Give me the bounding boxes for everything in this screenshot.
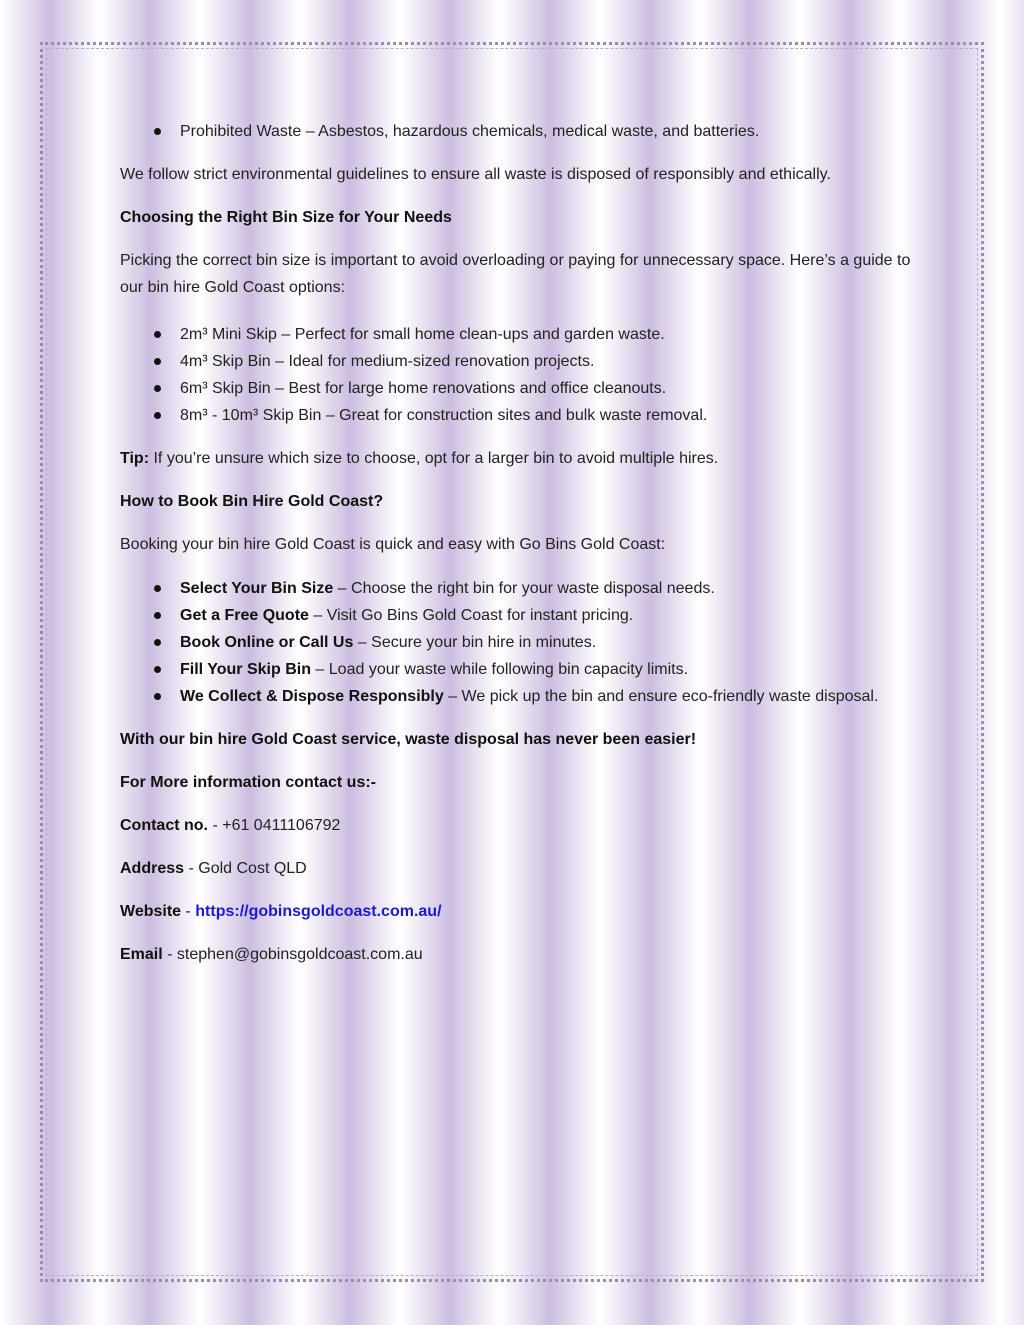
- bullet-icon: [154, 331, 161, 338]
- contact-email: Email - stephen@gobinsgoldcoast.com.au: [120, 946, 423, 963]
- booking-steps-list: [120, 575, 920, 710]
- book-heading: How to Book Bin Hire Gold Coast?: [120, 493, 384, 510]
- website-link[interactable]: https://gobinsgoldcoast.com.au/: [195, 903, 442, 920]
- contact-heading: For More information contact us:-: [120, 774, 376, 791]
- list-item: Select Your Bin Size – Choose the right bin for your waste disposal needs.: [120, 575, 920, 602]
- closing-line: With our bin hire Gold Coast service, waste disposal has never been easier!: [120, 731, 697, 748]
- bullet-icon: [154, 693, 161, 700]
- contact-phone: Contact no. - +61 0411106792: [120, 817, 341, 834]
- tip-paragraph: Tip: If you’re unsure which size to choose, opt for a larger bin to avoid multiple hires.: [120, 450, 719, 467]
- tip-label: Tip:: [120, 450, 150, 467]
- book-intro: Booking your bin hire Gold Coast is quick and easy with Go Bins Gold Coast:: [120, 536, 666, 553]
- list-item: Book Online or Call Us – Secure your bin hire in minutes.: [120, 629, 920, 656]
- list-item: 4m³ Skip Bin – Ideal for medium-sized renovation projects.: [120, 348, 920, 375]
- bullet-icon: [154, 612, 161, 619]
- bullet-icon: [154, 666, 161, 673]
- bullet-icon: [154, 128, 161, 135]
- list-item: Prohibited Waste – Asbestos, hazardous chemicals, medical waste, and batteries.: [120, 118, 920, 145]
- bullet-icon: [154, 385, 161, 392]
- environment-paragraph: We follow strict environmental guidelines to ensure all waste is disposed of responsibly and ethically.: [120, 166, 831, 183]
- prohibited-list: [120, 118, 920, 145]
- contact-website: Website - https://gobinsgoldcoast.com.au/: [120, 903, 442, 920]
- bullet-icon: [154, 585, 161, 592]
- list-item: 2m³ Mini Skip – Perfect for small home clean-ups and garden waste.: [120, 321, 920, 348]
- contact-address: Address - Gold Cost QLD: [120, 860, 307, 877]
- list-item: 8m³ - 10m³ Skip Bin – Great for construction sites and bulk waste removal.: [120, 402, 920, 429]
- bin-size-list: [120, 321, 920, 429]
- document-body: [120, 118, 920, 984]
- bullet-icon: [154, 639, 161, 646]
- list-item: 6m³ Skip Bin – Best for large home renovations and office cleanouts.: [120, 375, 920, 402]
- list-item: Get a Free Quote – Visit Go Bins Gold Coast for instant pricing.: [120, 602, 920, 629]
- bin-size-intro: Picking the correct bin size is important to avoid overloading or paying for unnecessary space. Here’s a guide to our bin hire Gold Coast options:: [120, 252, 911, 296]
- list-item: Fill Your Skip Bin – Load your waste while following bin capacity limits.: [120, 656, 920, 683]
- bullet-icon: [154, 358, 161, 365]
- bullet-icon: [154, 412, 161, 419]
- list-item: We Collect & Dispose Responsibly – We pick up the bin and ensure eco-friendly waste disposal.: [120, 683, 920, 710]
- bin-size-heading: Choosing the Right Bin Size for Your Needs: [120, 209, 452, 226]
